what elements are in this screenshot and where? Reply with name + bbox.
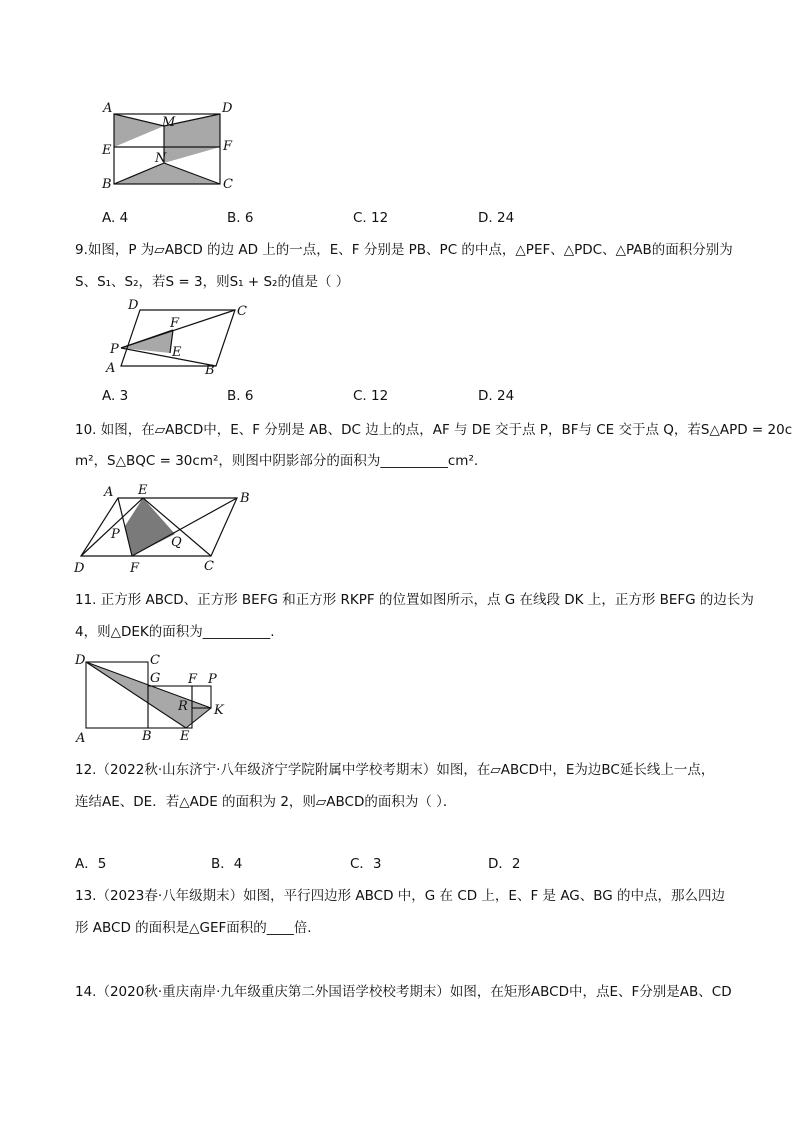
q11-label-F: F (188, 672, 198, 687)
q10-shaded-quad-EPFQ (125, 498, 175, 556)
q11-label-A: A (76, 731, 86, 746)
q8-label-N: N (155, 151, 167, 166)
q9-label-E: E (172, 345, 182, 360)
q12-option-c[interactable]: C．3 (350, 856, 382, 872)
q8-option-c[interactable]: C. 12 (353, 210, 389, 226)
q9-label-P: P (110, 342, 119, 357)
q11-text-line2: 4，则△DEK的面积为__________. (75, 624, 275, 640)
q8-figure (96, 96, 246, 196)
q10-label-D: D (74, 561, 85, 576)
q11-label-P: P (208, 672, 217, 687)
q10-label-Q: Q (171, 535, 182, 550)
q8-label-A: A (103, 101, 113, 116)
q12-text-line2: 连结AE、DE．若△ADE 的面积为 2，则▱ABCD的面积为（ ）． (75, 794, 457, 810)
q10-text-line2: m²，S△BQC = 30cm²，则图中阴影部分的面积为__________cm². (75, 453, 479, 469)
q8-label-D: D (222, 101, 233, 116)
q8-label-E: E (102, 143, 112, 158)
q9-label-A: A (106, 361, 116, 376)
q11-label-C: C (150, 653, 160, 668)
q9-label-D: D (128, 298, 139, 313)
q10-text-line1: 10. 如图，在▱ABCD中，E、F 分别是 AB、DC 边上的点，AF 与 DE 交于点 P，BF与 CE 交于点 Q，若S△APD = 20c (75, 422, 793, 438)
q8-option-b[interactable]: B. 6 (227, 210, 254, 226)
q9-text-line2: S、S₁、S₂，若S = 3，则S₁ + S₂的值是（ ） (75, 274, 350, 290)
q9-text-line1: 9.如图，P 为▱ABCD 的边 AD 上的一点，E、F 分别是 PB、PC 的中点，△PEF、△PDC、△PAB的面积分别为 (75, 242, 733, 258)
q9-figure (100, 296, 260, 378)
q9-option-b[interactable]: B. 6 (227, 388, 254, 404)
q9-option-c[interactable]: C. 12 (353, 388, 389, 404)
q11-label-E: E (180, 729, 190, 744)
q10-label-A: A (104, 485, 114, 500)
q13-text-line1: 13.（2023春·八年级期末）如图，平行四边形 ABCD 中，G 在 CD 上，E、F 是 AG、BG 的中点，那么四边 (75, 888, 726, 904)
q10-label-F: F (130, 561, 140, 576)
q12-option-a[interactable]: A．5 (75, 856, 107, 872)
q8-label-B: B (102, 177, 112, 192)
q9-option-d[interactable]: D. 24 (478, 388, 515, 404)
q11-label-R: R (178, 699, 188, 714)
q9-label-C: C (237, 304, 247, 319)
q8-label-M: M (162, 115, 176, 130)
q8-shaded-left-triangle (114, 114, 164, 147)
q8-option-d[interactable]: D. 24 (478, 210, 515, 226)
q12-option-d[interactable]: D．2 (488, 856, 521, 872)
q10-label-P: P (111, 527, 120, 542)
q11-label-D: D (75, 653, 86, 668)
q11-text-line1: 11. 正方形 ABCD、正方形 BEFG 和正方形 RKPF 的位置如图所示，点 G 在线段 DK 上，正方形 BEFG 的边长为 (75, 592, 754, 608)
q11-label-B: B (142, 729, 152, 744)
q13-text-line2: 形 ABCD 的面积是△GEF面积的____倍. (75, 920, 312, 936)
q8-shaded-bottom-triangle (114, 163, 220, 184)
q9-label-B: B (205, 363, 215, 378)
q10-label-C: C (204, 559, 214, 574)
q9-option-a[interactable]: A. 3 (102, 388, 129, 404)
q8-label-F: F (223, 139, 233, 154)
q9-label-F: F (170, 316, 180, 331)
q8-option-a[interactable]: A. 4 (102, 210, 129, 226)
q11-figure (70, 650, 240, 746)
q11-label-G: G (150, 671, 161, 686)
q14-text-line1: 14.（2020秋·重庆南岸·九年级重庆第二外国语学校校考期末）如图，在矩形ABCD中，点E、F分别是AB、CD (75, 984, 732, 1000)
q10-label-B: B (240, 491, 250, 506)
q10-figure (70, 478, 270, 578)
q12-option-b[interactable]: B．4 (211, 856, 243, 872)
q11-label-K: K (214, 703, 224, 718)
q10-label-E: E (138, 483, 148, 498)
q8-label-C: C (223, 177, 233, 192)
q12-text-line1: 12.（2022秋·山东济宁·八年级济宁学院附属中学校考期末）如图，在▱ABCD中，E为边BC延长线上一点， (75, 762, 715, 778)
